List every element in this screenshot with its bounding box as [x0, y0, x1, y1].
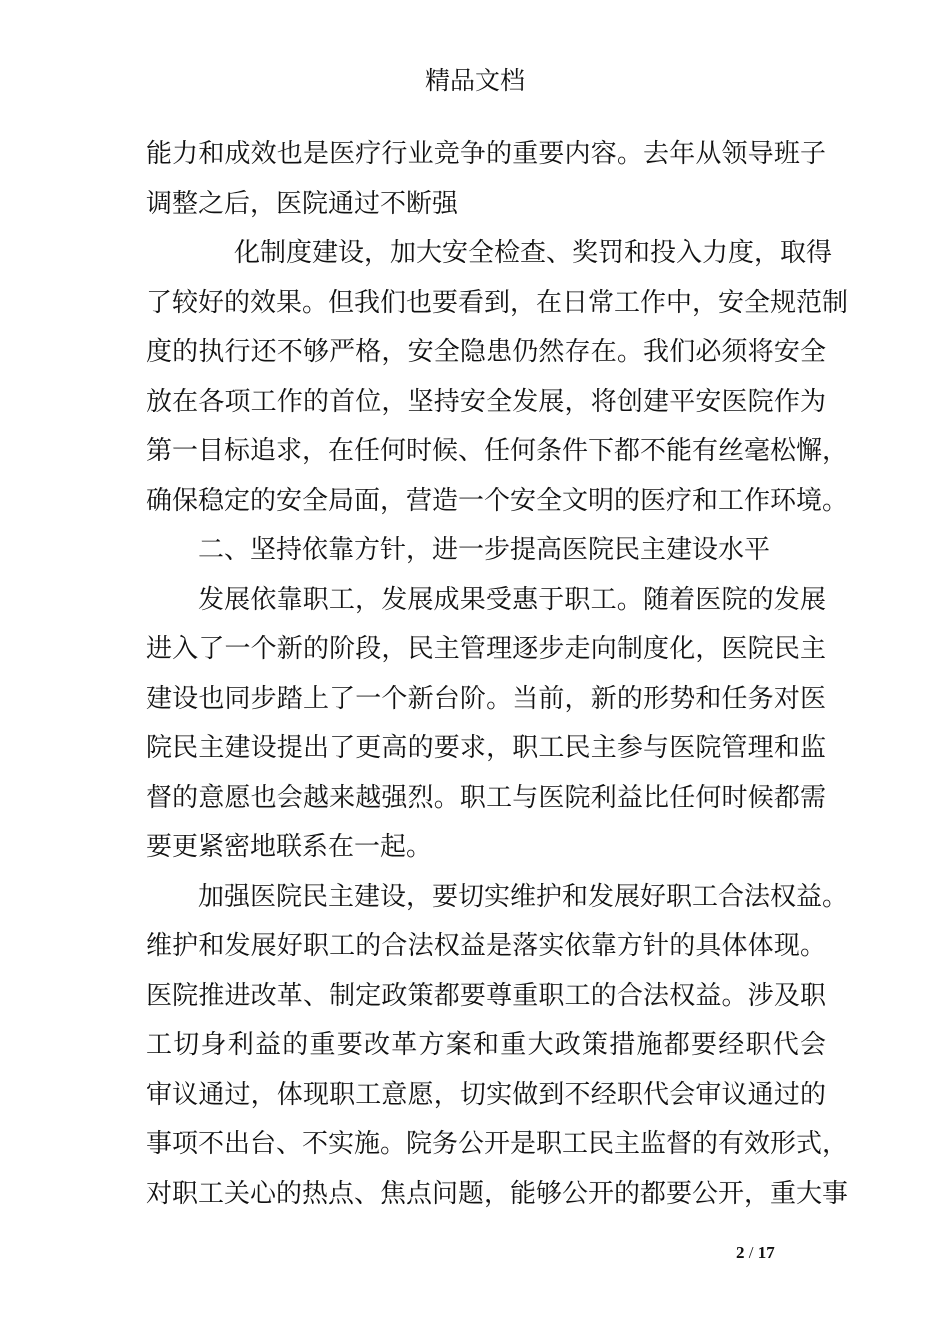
- body-line: 督的意愿也会越来越强烈。职工与医院利益比任何时候都需: [146, 782, 826, 813]
- page-number: [736, 1242, 775, 1264]
- body-line: 维护和发展好职工的合法权益是落实依靠方针的具体体现。: [146, 931, 826, 961]
- page-header: 精品文档: [424, 66, 525, 95]
- section-heading: 二、坚持依靠方针，进一步提高医院民主建设水平: [198, 535, 771, 565]
- page-number-separator: /: [744, 1243, 758, 1262]
- body-line: 第一目标追求，在任何时候、任何条件下都不能有丝毫松懈，: [146, 436, 849, 466]
- body-line: 工切身利益的重要改革方案和重大政策措施都要经职代会: [146, 1030, 826, 1060]
- body-line: 建设也同步踏上了一个新台阶。当前，新的形势和任务对医: [146, 683, 826, 714]
- total-page-count: 17: [757, 1243, 775, 1262]
- body-line: 对职工关心的热点、焦点问题，能够公开的都要公开，重大事: [146, 1178, 849, 1209]
- body-line: 进入了一个新的阶段，民主管理逐步走向制度化，医院民主: [146, 634, 826, 664]
- body-line: 确保稳定的安全局面，营造一个安全文明的医疗和工作环境。: [146, 485, 849, 516]
- body-line: 医院推进改革、制定政策都要尊重职工的合法权益。涉及职: [146, 980, 826, 1011]
- body-line: 放在各项工作的首位，坚持安全发展，将创建平安医院作为: [146, 386, 826, 417]
- body-line: 院民主建设提出了更高的要求，职工民主参与医院管理和监: [146, 733, 826, 763]
- body-line: 审议通过，体现职工意愿，切实做到不经职代会审议通过的: [146, 1079, 826, 1110]
- body-line: 事项不出台、不实施。院务公开是职工民主监督的有效形式，: [146, 1129, 849, 1159]
- body-line: 发展依靠职工，发展成果受惠于职工。随着医院的发展: [198, 584, 826, 615]
- body-line: 调整之后，医院通过不断强: [146, 188, 459, 219]
- body-line: 加强医院民主建设，要切实维护和发展好职工合法权益。: [198, 881, 849, 912]
- body-line: 度的执行还不够严格，安全隐患仍然存在。我们必须将安全: [146, 337, 826, 367]
- body-line: 要更紧密地联系在一起。: [146, 832, 433, 862]
- body-line: 了较好的效果。但我们也要看到，在日常工作中，安全规范制: [146, 287, 849, 318]
- body-line: 能力和成效也是医疗行业竞争的重要内容。去年从领导班子: [146, 139, 826, 169]
- current-page-number: 2: [736, 1243, 745, 1262]
- document-body: [146, 130, 849, 1219]
- body-line: 化制度建设，加大安全检查、奖罚和投入力度，取得: [234, 238, 833, 268]
